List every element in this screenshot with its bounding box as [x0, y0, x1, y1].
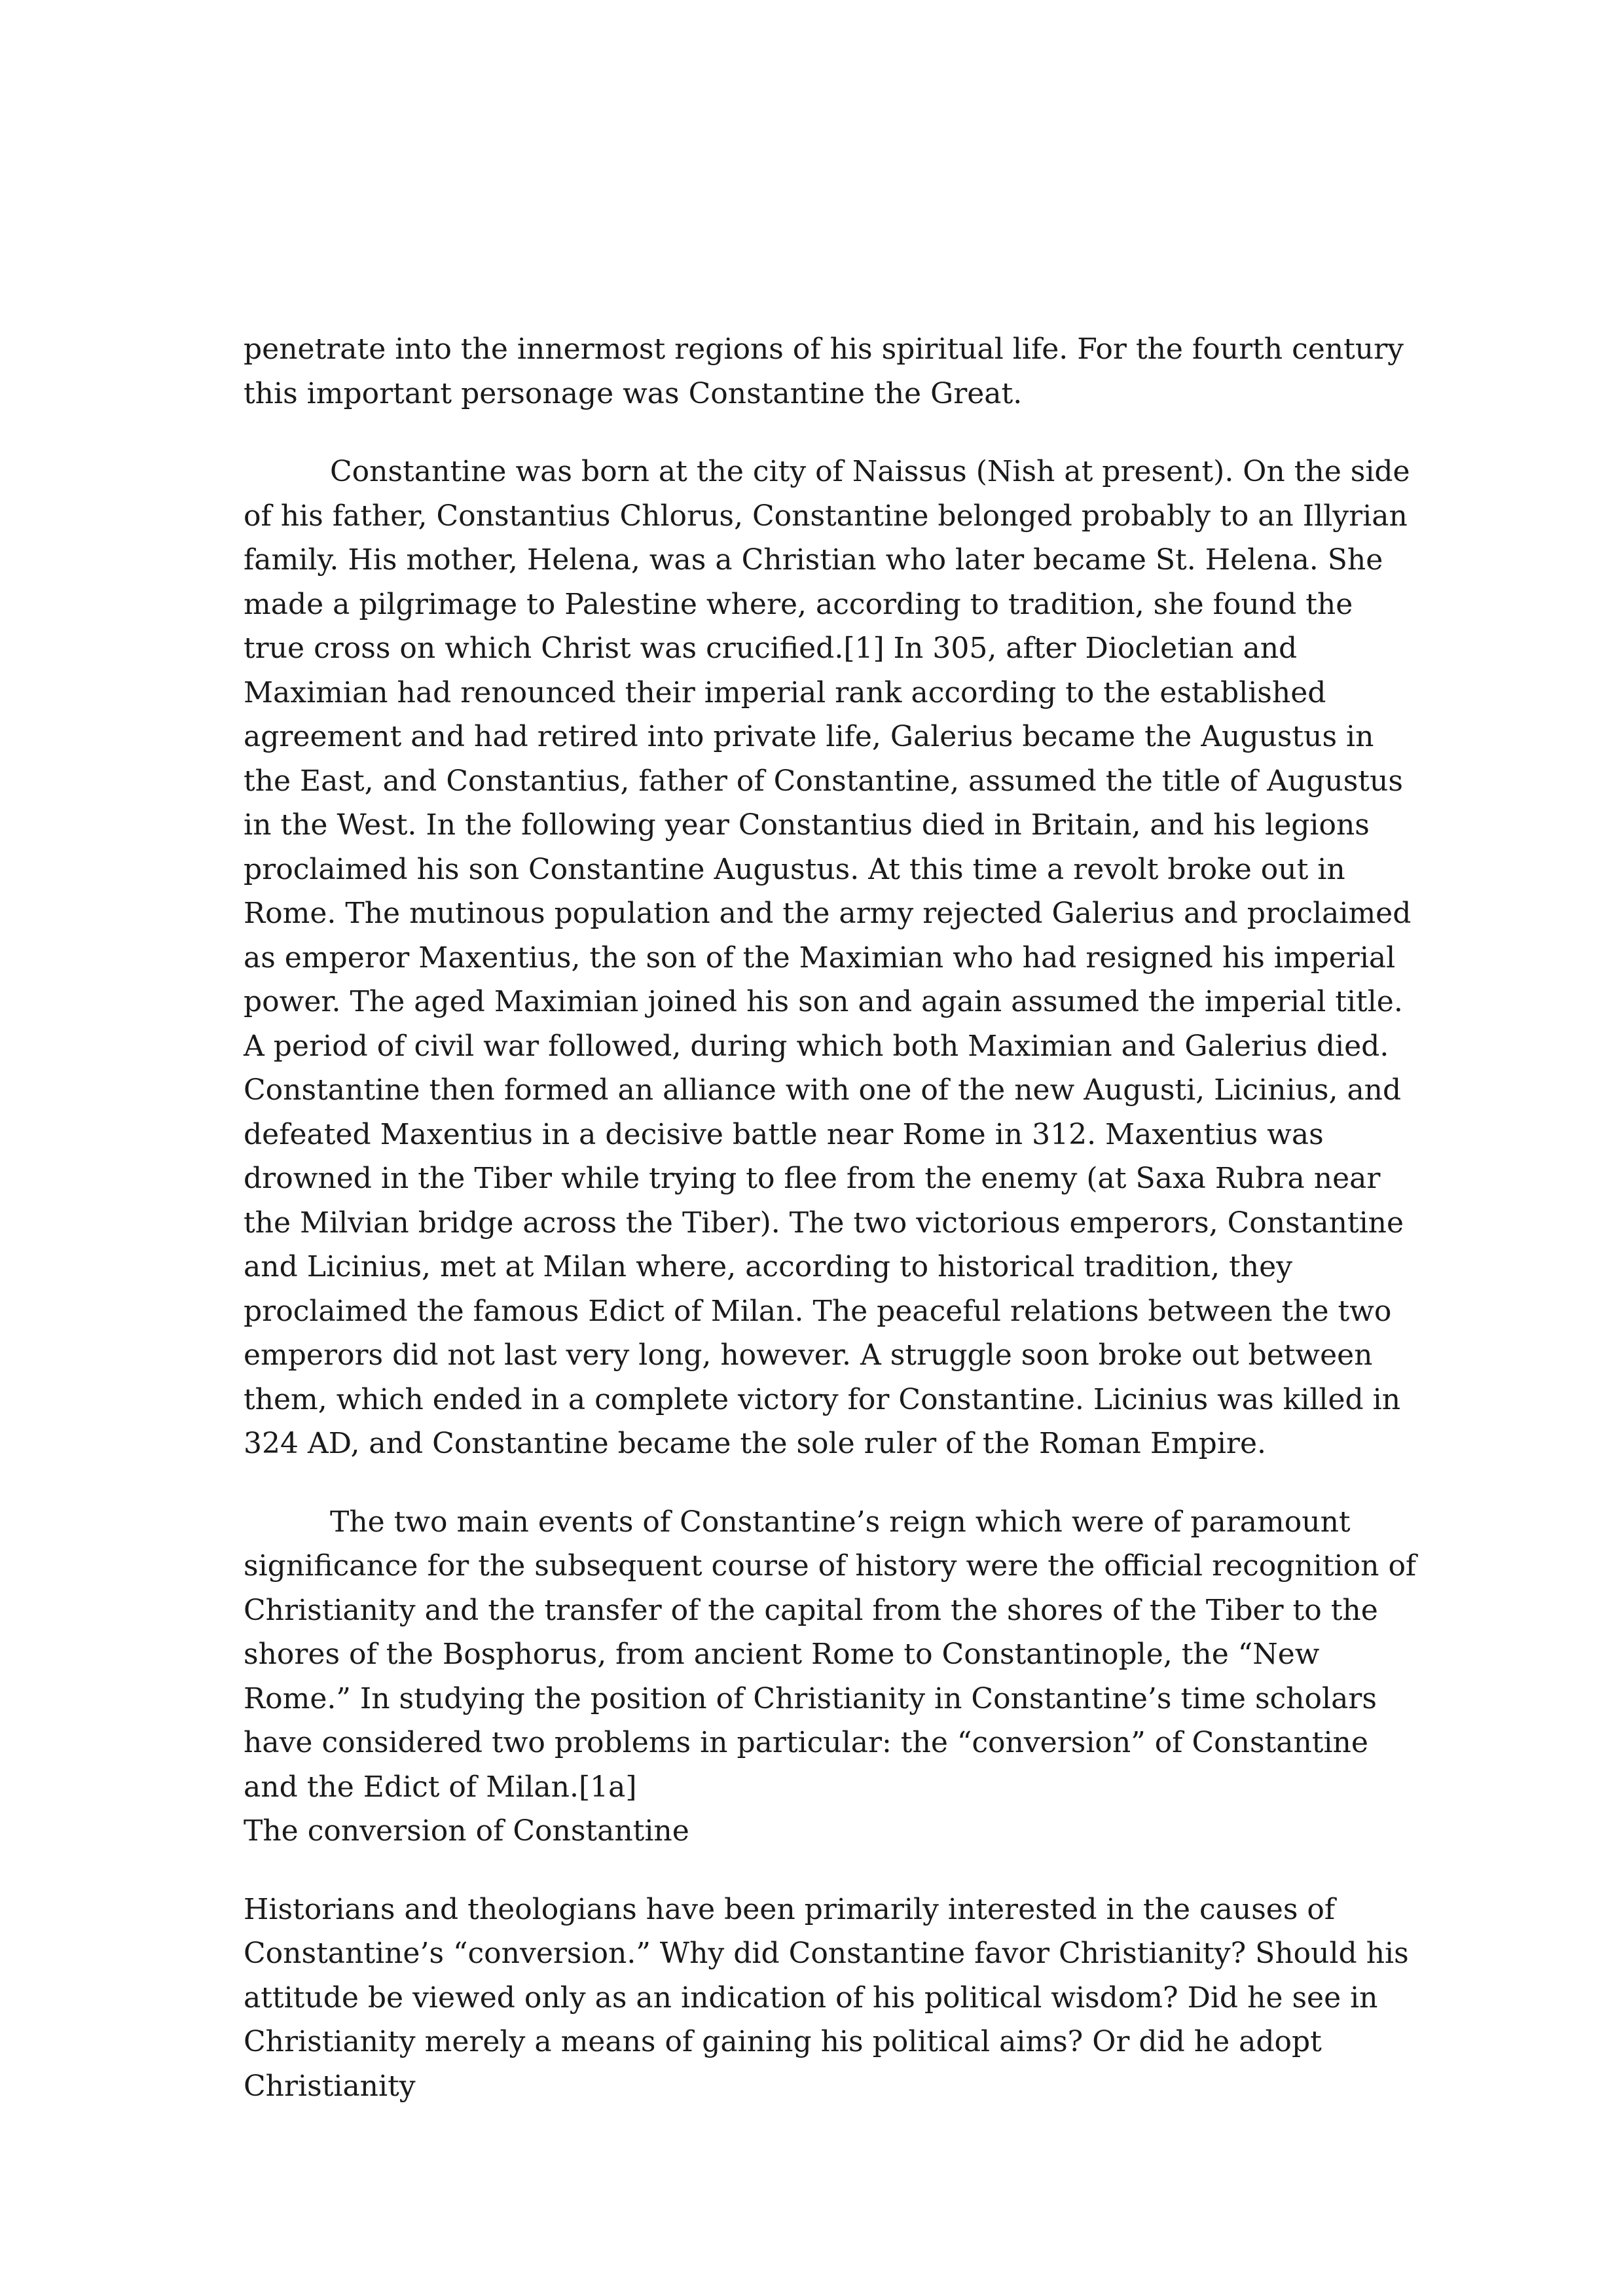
- document-page: [244, 327, 1422, 2108]
- paragraph-constantine-biography: Constantine was born at the city of Naissus (Nish at present). On the side of his father, Constantius Chlorus, Constantine belonged probably to an Illyrian family. His mother, Helena, was a Christian who later became St. Helena. She made a pilgrimage to Palestine where, according to tradition, she found the true cross on which Christ was crucified.[1] In 305, after Diocletian and Maximian had renounced their imperial rank according to the established agreement and had retired into private life, Galerius became the Augustus in the East, and Constantius, father of Constantine, assumed the title of Augustus in the West. In the following year Constantius died in Britain, and his legions proclaimed his son Constantine Augustus. At this time a revolt broke out in Rome. The mutinous population and the army rejected Galerius and proclaimed as emperor Maxentius, the son of the Maximian who had resigned his imperial power. The aged Maximian joined his son and again assumed the imperial title. A period of civil war followed, during which both Maximian and Galerius died. Constantine then formed an alliance with one of the new Augusti, Licinius, and defeated Maxentius in a decisive battle near Rome in 312. Maxentius was drowned in the Tiber while trying to flee from the enemy (at Saxa Rubra near the Milvian bridge across the Tiber). The two victorious emperors, Constantine and Licinius, met at Milan where, according to historical tradition, they proclaimed the famous Edict of Milan. The peaceful relations between the two emperors did not last very long, however. A struggle soon broke out between them, which ended in a complete victory for Constantine. Licinius was killed in 324 AD, and Constantine became the sole ruler of the Roman Empire.: [244, 455, 1412, 1460]
- paragraph-main-events: The two main events of Constantine’s reign which were of paramount significance for the subsequent course of history were the official recognition of Christianity and the transfer of the capital from the shores of the Tiber to the shores of the Bosphorus, from ancient Rome to Constantinople, the “New Rome.” In studying the position of Christianity in Constantine’s time scholars have considered two problems in particular: the “conversion” of Constantine and the Edict of Milan.[1a]: [244, 1505, 1417, 1804]
- paragraph-conversion-causes: Historians and theologians have been primarily interested in the causes of Constantine’s “conversion.” Why did Constantine favor Christianity? Should his attitude be viewed only as an indication of his political wisdom? Did he see in Christianity merely a means of gaining his political aims? Or did he adopt Christianity: [244, 1892, 1409, 2103]
- paragraph-intro-continuation: penetrate into the innermost regions of his spiritual life. For the fourth century this important personage was Constantine the Great.: [244, 332, 1404, 410]
- section-heading-conversion: The conversion of Constantine: [244, 1814, 689, 1848]
